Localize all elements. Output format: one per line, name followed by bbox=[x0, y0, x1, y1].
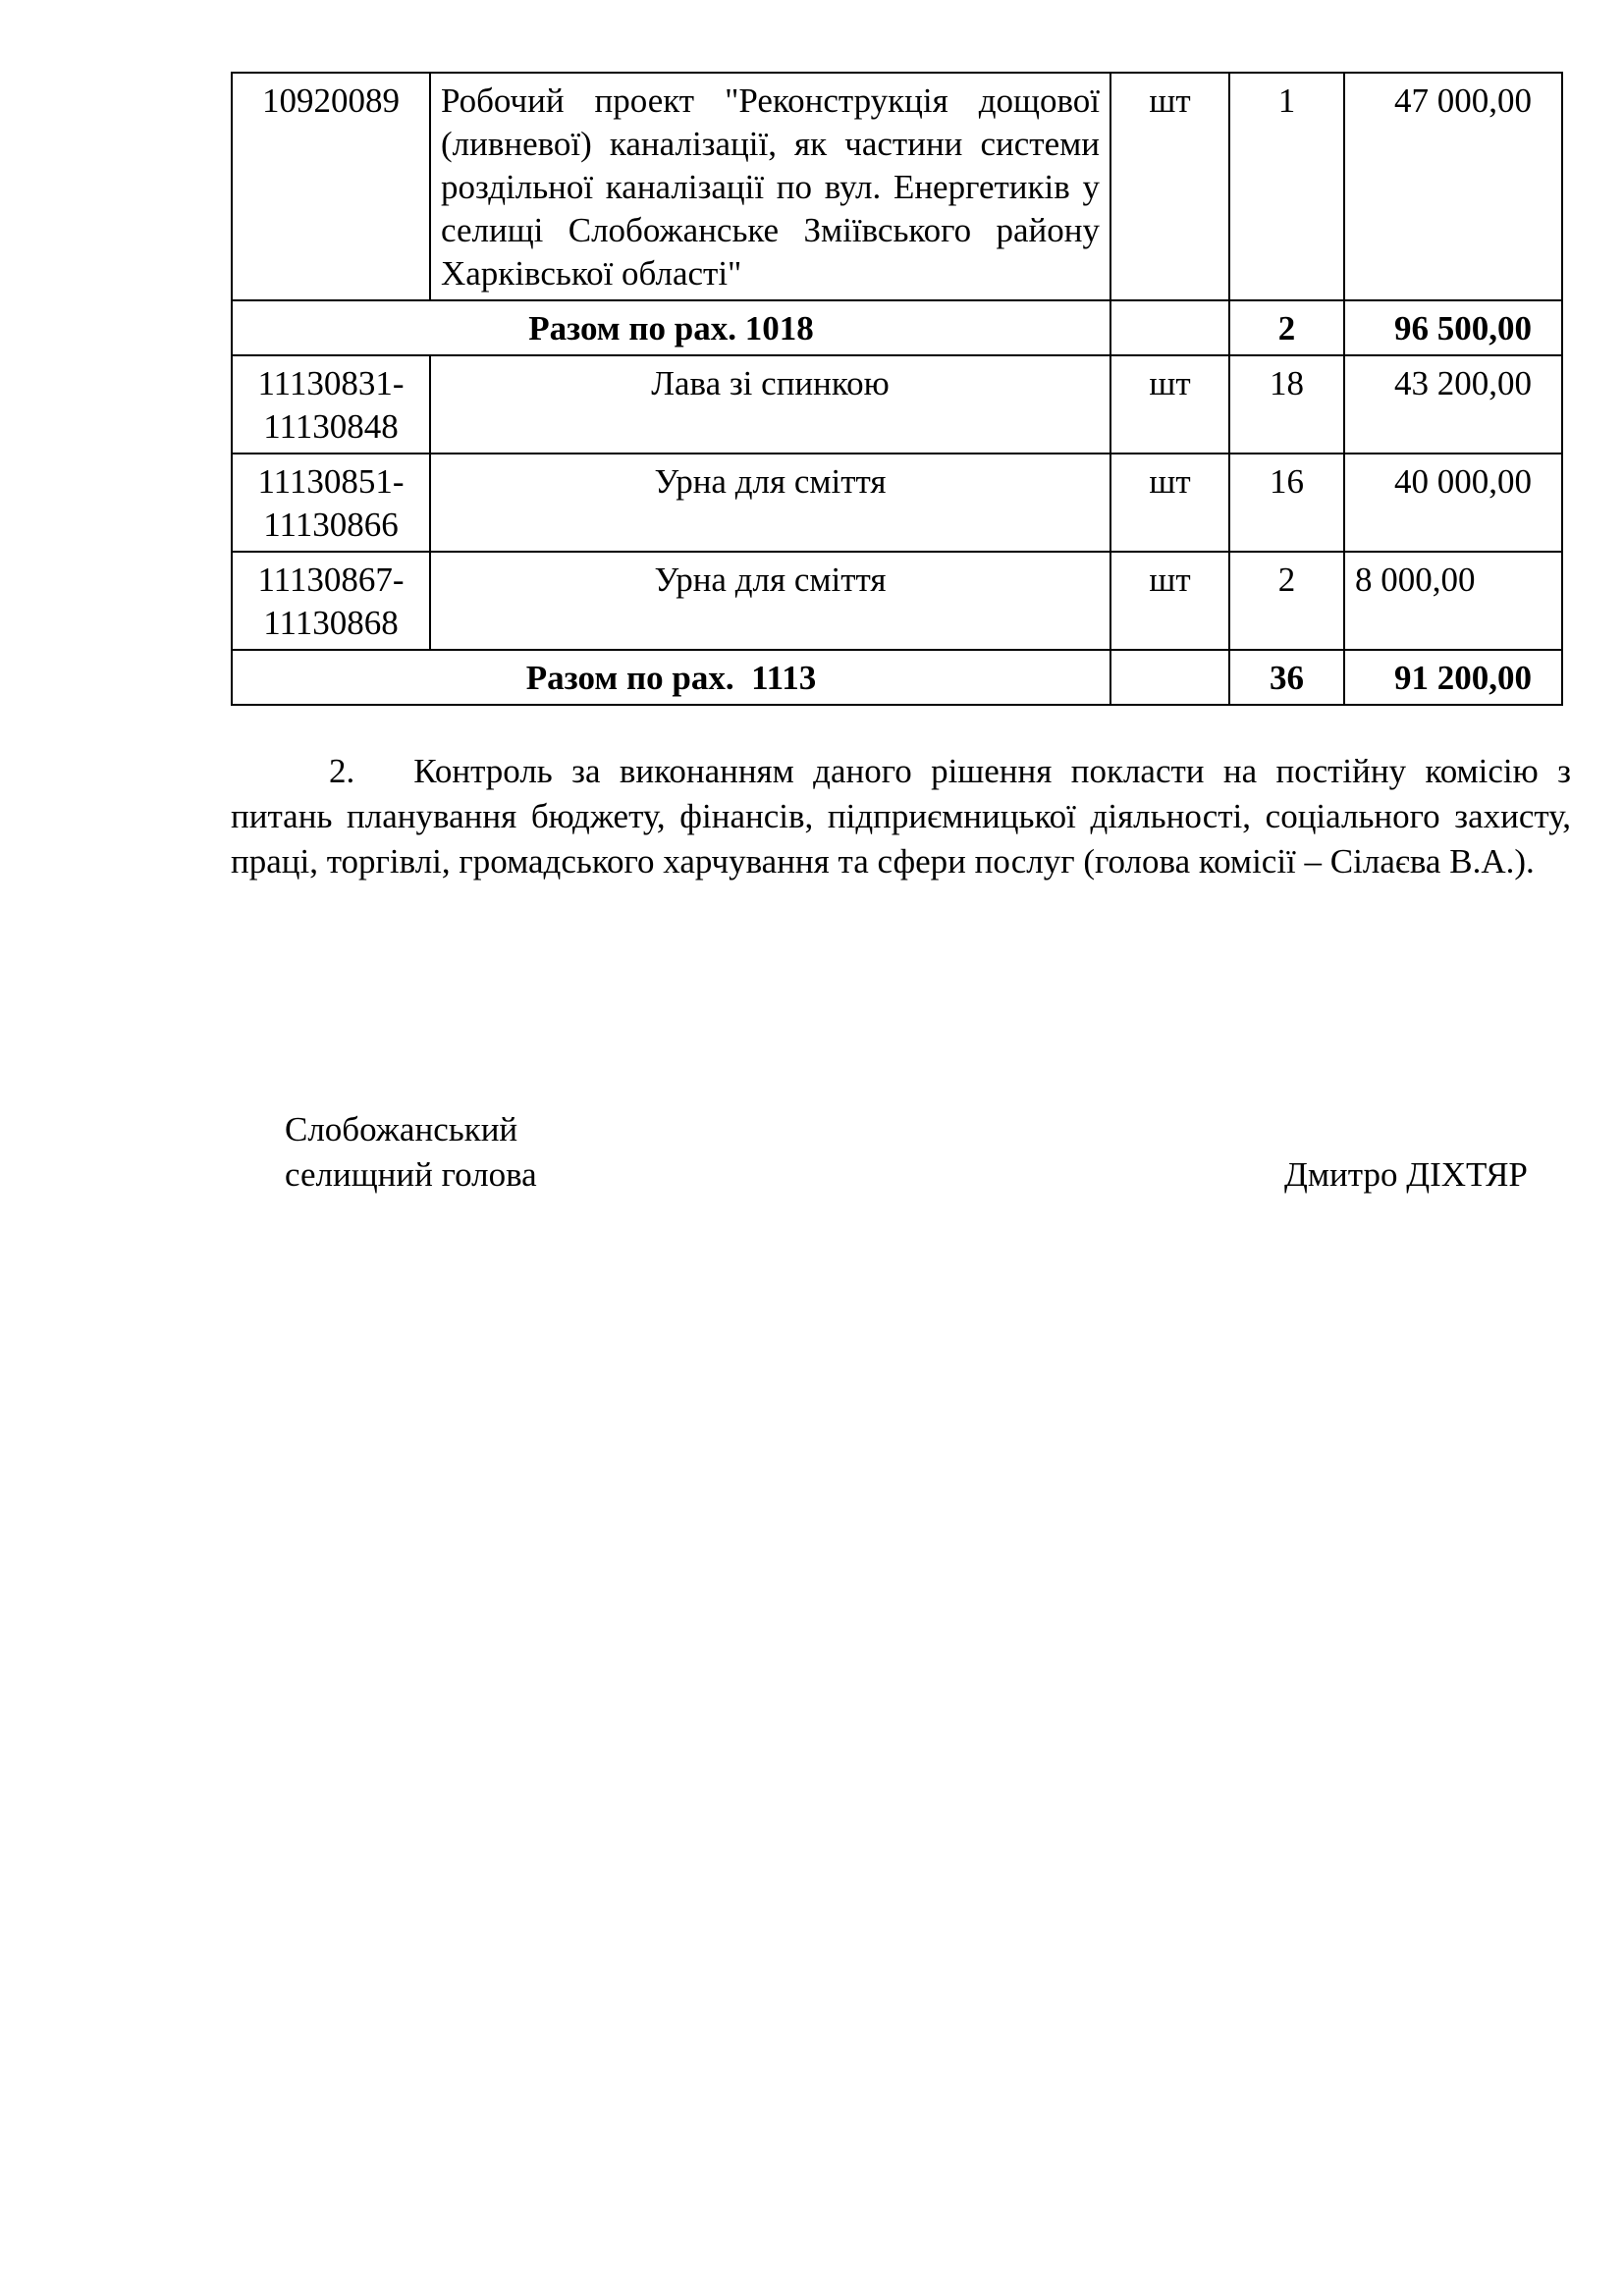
unit-cell bbox=[1110, 650, 1229, 705]
unit-cell: шт bbox=[1110, 552, 1229, 650]
sum-cell: 8 000,00 bbox=[1344, 552, 1562, 650]
table-row bbox=[232, 355, 1562, 454]
signatory-title-line: Слобожанський bbox=[285, 1110, 518, 1148]
unit-cell: шт bbox=[1110, 73, 1229, 300]
signatory-name: Дмитро ДІХТЯР bbox=[1284, 1155, 1528, 1194]
signatory-title-line: селищний голова bbox=[285, 1155, 537, 1194]
subtotal-quantity: 36 bbox=[1229, 650, 1344, 705]
item-name-cell: Лава зі спинкою bbox=[430, 355, 1110, 454]
subtotal-sum: 96 500,00 bbox=[1344, 300, 1562, 355]
quantity-cell: 18 bbox=[1229, 355, 1344, 454]
unit-cell: шт bbox=[1110, 355, 1229, 454]
unit-cell bbox=[1110, 300, 1229, 355]
subtotal-row bbox=[232, 650, 1562, 705]
subtotal-label: Разом по рах. 1113 bbox=[232, 650, 1110, 705]
sum-cell: 47 000,00 bbox=[1344, 73, 1562, 300]
quantity-cell: 16 bbox=[1229, 454, 1344, 552]
table-row bbox=[232, 73, 1562, 300]
subtotal-quantity: 2 bbox=[1229, 300, 1344, 355]
item-name-cell: Робочий проект "Реконструкція дощової (ливневої) каналізації, як частини системи роздільної каналізації по вул. Енергетиків у селищі Слобожанське Зміївського району Харківської області" bbox=[430, 73, 1110, 300]
inventory-code-cell: 11130867-11130868 bbox=[232, 552, 430, 650]
inventory-code-cell: 10920089 bbox=[232, 73, 430, 300]
signatory-title bbox=[285, 1107, 776, 1198]
decision-paragraph bbox=[231, 749, 1571, 884]
subtotal-label: Разом по рах. 1018 bbox=[232, 300, 1110, 355]
sum-cell: 40 000,00 bbox=[1344, 454, 1562, 552]
sum-cell: 43 200,00 bbox=[1344, 355, 1562, 454]
unit-cell: шт bbox=[1110, 454, 1229, 552]
table-row bbox=[232, 454, 1562, 552]
table-row bbox=[232, 552, 1562, 650]
item-name-cell: Урна для сміття bbox=[430, 454, 1110, 552]
inventory-code-cell: 11130831-11130848 bbox=[232, 355, 430, 454]
quantity-cell: 1 bbox=[1229, 73, 1344, 300]
paragraph-text: Контроль за виконанням даного рішення покласти на постійну комісію з питань планування бюджету, фінансів, підприємницької діяльності, соціального захисту, праці, торгівлі, громадського харчування та сфери послуг (голова комісії – Сілаєва В.А.). bbox=[231, 752, 1571, 881]
item-name-cell: Урна для сміття bbox=[430, 552, 1110, 650]
quantity-cell: 2 bbox=[1229, 552, 1344, 650]
paragraph-number: 2. bbox=[329, 752, 355, 790]
subtotal-row bbox=[232, 300, 1562, 355]
inventory-table bbox=[231, 72, 1563, 706]
inventory-code-cell: 11130851-11130866 bbox=[232, 454, 430, 552]
subtotal-sum: 91 200,00 bbox=[1344, 650, 1562, 705]
